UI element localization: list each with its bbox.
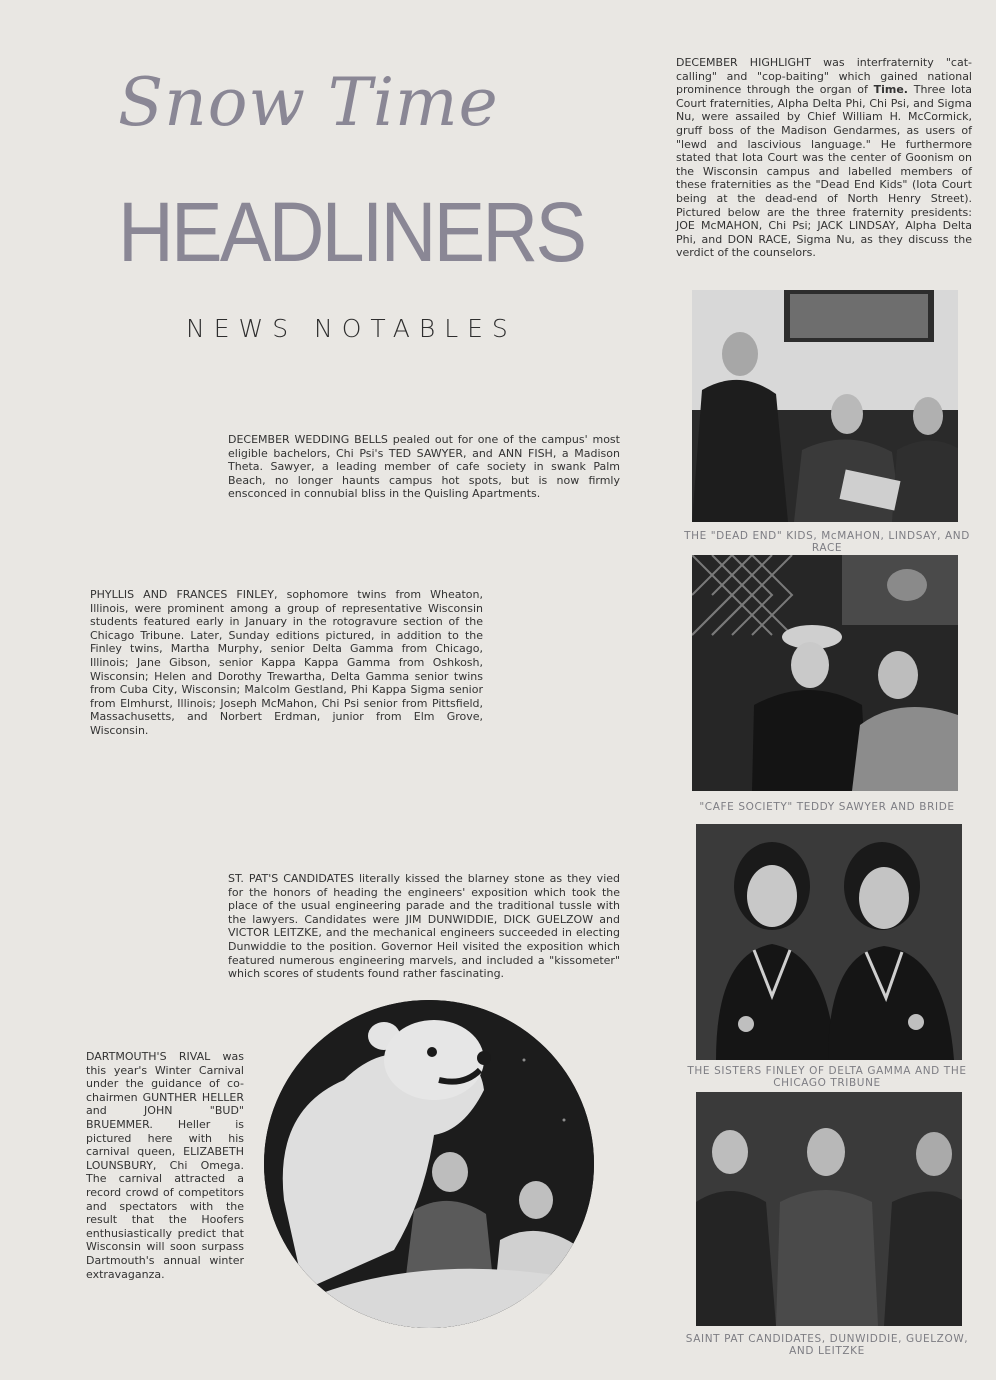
article-dartmouth xyxy=(86,1050,244,1281)
photo-cafe-society xyxy=(692,555,958,791)
article-lead: ST. PAT'S CANDIDATES xyxy=(228,872,354,885)
caption-cafe-society: "CAFE SOCIETY" TEDDY SAWYER AND BRIDE xyxy=(699,801,955,813)
article-december-highlight xyxy=(676,56,972,260)
article-text: pealed out for one of the campus' most eligible bachelors, Chi Psi's TED SAWYER, and ANN FISH, a Madison Theta. Sawyer, a leading member of cafe society in swank Palm Beach, no longer haunts campus hot spots, but is now firmly ensconced in connubial bliss in the Quisling Apartments. xyxy=(228,433,620,501)
article-text: literally kissed the blarney stone as they vied for the honors of heading the engineers' exposition which took the place of the usual engineering parade and the traditional tussle with the lawyers. Candidates were JIM DUNWIDDIE, DICK GUELZOW and VICTOR LEITZKE, and the mechanical engineers succeeded in electing Dunwiddie to the position. Governor Heil visited the exposition which featured numerous engineering marvels, and included a "kissometer" which scores of students found rather fascinating. xyxy=(228,872,620,981)
headliners-title: HEADLINERS xyxy=(118,185,585,279)
caption-sisters: THE SISTERS FINLEY OF DELTA GAMMA AND THE CHICAGO TRIBUNE xyxy=(687,1065,967,1089)
article-lead: PHYLLIS AND FRANCES FINLEY, xyxy=(90,588,278,601)
photo-winter-carnival xyxy=(264,1000,594,1328)
article-wedding-bells xyxy=(228,433,620,501)
article-text: Three Iota Court fraternities, Alpha Delta Phi, Chi Psi, and Sigma Nu, were assailed by Chief William H. McCormick, gruff boss of the Madison Gendarmes, as users of "lewd and lascivious language." He furthermore stated that Iota Court was the center of Goonism on the Wisconsin campus and labelled members of these fraternities as the "Dead End Kids" (Iota Court being at the dead-end of North Henry Street). Pictured below are the three fraternity presidents: JOE McMAHON, Chi Psi; JACK LINDSAY, Alpha Delta Phi, and DON RACE, Sigma Nu, as they discuss the verdict of the counselors. xyxy=(676,83,972,260)
article-st-pats xyxy=(228,872,620,981)
section-title: NEWS NOTABLES xyxy=(186,314,517,343)
article-lead: DARTMOUTH'S RIVAL xyxy=(86,1050,211,1063)
photo-dead-end-kids xyxy=(692,290,958,522)
photo-saint-pat xyxy=(696,1092,962,1326)
article-text: sophomore twins from Wheaton, Illinois, were prominent among a group of representative Wisconsin students featured early in January in the rotogravure section of the Chicago Tribune. Later, Sunday editions pictured, in addition to the Finley twins, Martha Murphy, senior Delta Gamma from Chicago, Illinois; Jane Gibson, senior Kappa Kappa Gamma from Oshkosh, Wisconsin; Helen and Dorothy Trewartha, Delta Gamma senior twins from Cuba City, Wisconsin; Malcolm Gestland, Phi Kappa Sigma senior from Elmhurst, Illinois; Joseph McMahon, Chi Psi senior from Pittsfield, Massachusetts, and Norbert Erdman, junior from Elm Grove, Wisconsin. xyxy=(90,588,483,737)
caption-saint-pat: SAINT PAT CANDIDATES, DUNWIDDIE, GUELZOW, AND LEITZKE xyxy=(685,1333,969,1357)
caption-dead-end: THE "DEAD END" KIDS, McMAHON, LINDSAY, AND RACE xyxy=(684,530,970,554)
article-bold: Time. xyxy=(873,83,908,97)
article-text: was this year's Winter Carnival under the guidance of co-chairmen GUNTHER HELLER and JOHN "BUD" BRUEMMER. Heller is pictured here with his carnival queen, ELIZABETH LOUNSBURY, Chi Omega. The carnival attracted a record crowd of competitors and spectators with the result that the Hoofers enthusiastically predict that Wisconsin will soon surpass Dartmouth's annual winter extravaganza. xyxy=(86,1050,245,1281)
article-lead: DECEMBER HIGHLIGHT xyxy=(676,56,811,69)
script-title: Snow Time xyxy=(118,64,499,141)
article-text: was interfraternity "cat-calling" and "cop-baiting" which gained national prominence through the organ of xyxy=(676,56,972,97)
article-finley xyxy=(90,588,483,738)
photo-sisters-finley xyxy=(696,824,962,1060)
article-lead: DECEMBER WEDDING BELLS xyxy=(228,433,388,446)
